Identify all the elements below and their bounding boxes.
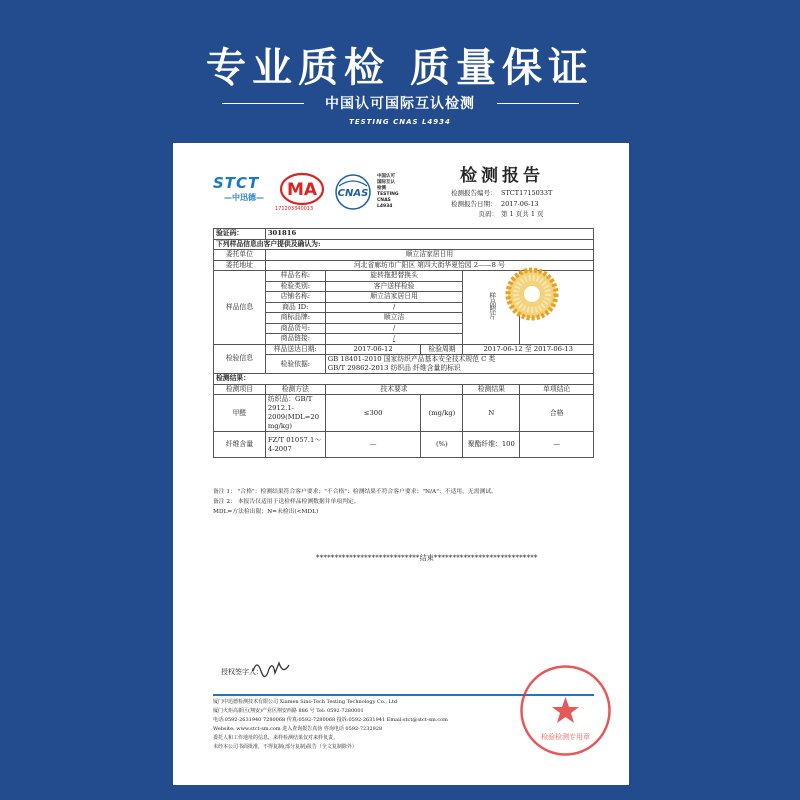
results-header: 检测结果： <box>214 374 594 385</box>
footer: 厦门中迅德检测技术有限公司 Xiamen Sino-Tech Testing Technology Co., Ltd 厦门火炬高新区(翔安)产业区翔安西路 886 号 Tel: 0592-7280001 电话:0592-2631940 7280068 传真:0592-7280068 投诉:0592-2631941 Email:stct@stct-sm.com Website: www.stct-sm.com 进入查询报告真伪 咨询电话 0592-7232928 委托人和工作地址的信息，来样检测结果仅对来样负责。 未经本公司书面批准，不得复制(部分复制)报告（全文复制除外） <box>213 699 448 750</box>
sample-info-label: 样品信息 <box>214 271 266 345</box>
meta-row: 页码： 第 1 页共 1 页 <box>478 210 544 218</box>
meta-row: 检测报告编号： STCT1715033T <box>451 189 553 197</box>
stct-wordmark: STCT <box>213 174 260 192</box>
banner-subtitle-row <box>0 93 800 113</box>
svg-text:CNAS: CNAS <box>337 188 369 199</box>
banner-subtitle: 中国认可国际互认检测 <box>325 96 475 112</box>
sample-row: 检验类别: 客户送样检验 <box>214 281 594 292</box>
address-row: 委托地址 河北省廊坊市广阳区 第四大街华夏怡园 2——8 号 <box>214 260 594 271</box>
report-meta <box>451 188 552 220</box>
product-link[interactable]: / <box>325 334 463 345</box>
report-table <box>213 228 594 458</box>
divider-left <box>222 103 304 104</box>
basis-values: GB 18401-2010 国家纺织产品基本安全技术规范 C 类 GB/T 29862-2013 纺织品 纤维含量的标识 <box>325 355 593 374</box>
verify-label: 验证码： <box>214 229 266 240</box>
meta-row: 检测报告日期： 2017-06-13 <box>451 199 539 208</box>
sample-row: 商标品牌: 顺立洁 <box>214 313 594 324</box>
sample-photo-label: 样品照片 <box>463 271 520 345</box>
result-row: 纤维含量 FZ/T 01057.1～4-2007 — (%) 聚酯纤维：100 — <box>214 432 594 458</box>
client-info-header: 下列样品信息由客户提供及确认为: <box>214 239 594 250</box>
cnas-text: 中国认可 国际互认 检测 TESTING CNAS L4934 <box>377 174 399 209</box>
verify-row <box>214 229 594 240</box>
svg-text:MA: MA <box>286 180 318 200</box>
ma-logo-icon <box>279 170 325 210</box>
signature-icon <box>251 657 291 679</box>
result-row: 甲醛 纺织品：GB/T 2912.1-2009(MDL=20 mg/kg) ≤300 (mg/kg) N 合格 <box>214 395 594 432</box>
stct-chinese-name: —中迅德— <box>224 193 264 202</box>
divider-right <box>497 103 579 104</box>
basis-row: 检验依据: GB 18401-2010 国家纺织产品基本安全技术规范 C 类 GB/T 29862-2013 纺织品 纤维含量的标识 <box>214 355 594 374</box>
banner-subtitle-en: TESTING CNAS L4934 <box>349 118 451 126</box>
report-title: 检测报告 <box>460 166 544 186</box>
stct-logo <box>213 174 275 203</box>
sample-row: 样品信息 样品名称: 旋转拖把替换头 样品照片 <box>214 271 594 282</box>
mop-head-photo <box>503 266 561 322</box>
sample-row: 商品 ID: / <box>214 302 594 313</box>
client-row: 委托单位 顺立洁家居日用 <box>214 250 594 261</box>
signature-label: 授权签字人： <box>221 668 263 676</box>
banner <box>0 0 800 140</box>
cnas-logo-icon <box>331 172 375 212</box>
end-marker: ****************************结束**************************** <box>316 554 538 562</box>
sample-row: 店铺名称: 顺立洁家居日用 <box>214 292 594 303</box>
sample-row: 商品货号: / <box>214 323 594 334</box>
sample-row: 商品链接: / <box>214 334 594 345</box>
ma-code: 171203340013 <box>275 206 314 212</box>
company-seal-icon <box>518 663 613 758</box>
report-document <box>173 143 629 785</box>
verify-code: 301816 <box>265 229 593 240</box>
inspection-label: 检验信息 <box>214 344 266 374</box>
svg-text:检验检测专用章: 检验检测专用章 <box>541 733 590 741</box>
notes: 备注 1： "合格"：检测结果符合客户要求；"不合格"：检测结果不符合客户要求；"N/A"：不适用，无需测试。 备注 2： 本报告仅适用于送检样品检测数据并单项判定。 MDL=方法检出限；N=未检出(<MDL) <box>213 489 497 515</box>
results-columns: 检测项目 检测方法 技术要求 检测结果 单项结论 <box>214 384 594 395</box>
banner-title: 专业质检 质量保证 <box>206 45 594 91</box>
received-row: 检验信息 样品送达日期: 2017-06-12 检验周期 2017-06-12 至 2017-06-13 <box>214 344 594 355</box>
